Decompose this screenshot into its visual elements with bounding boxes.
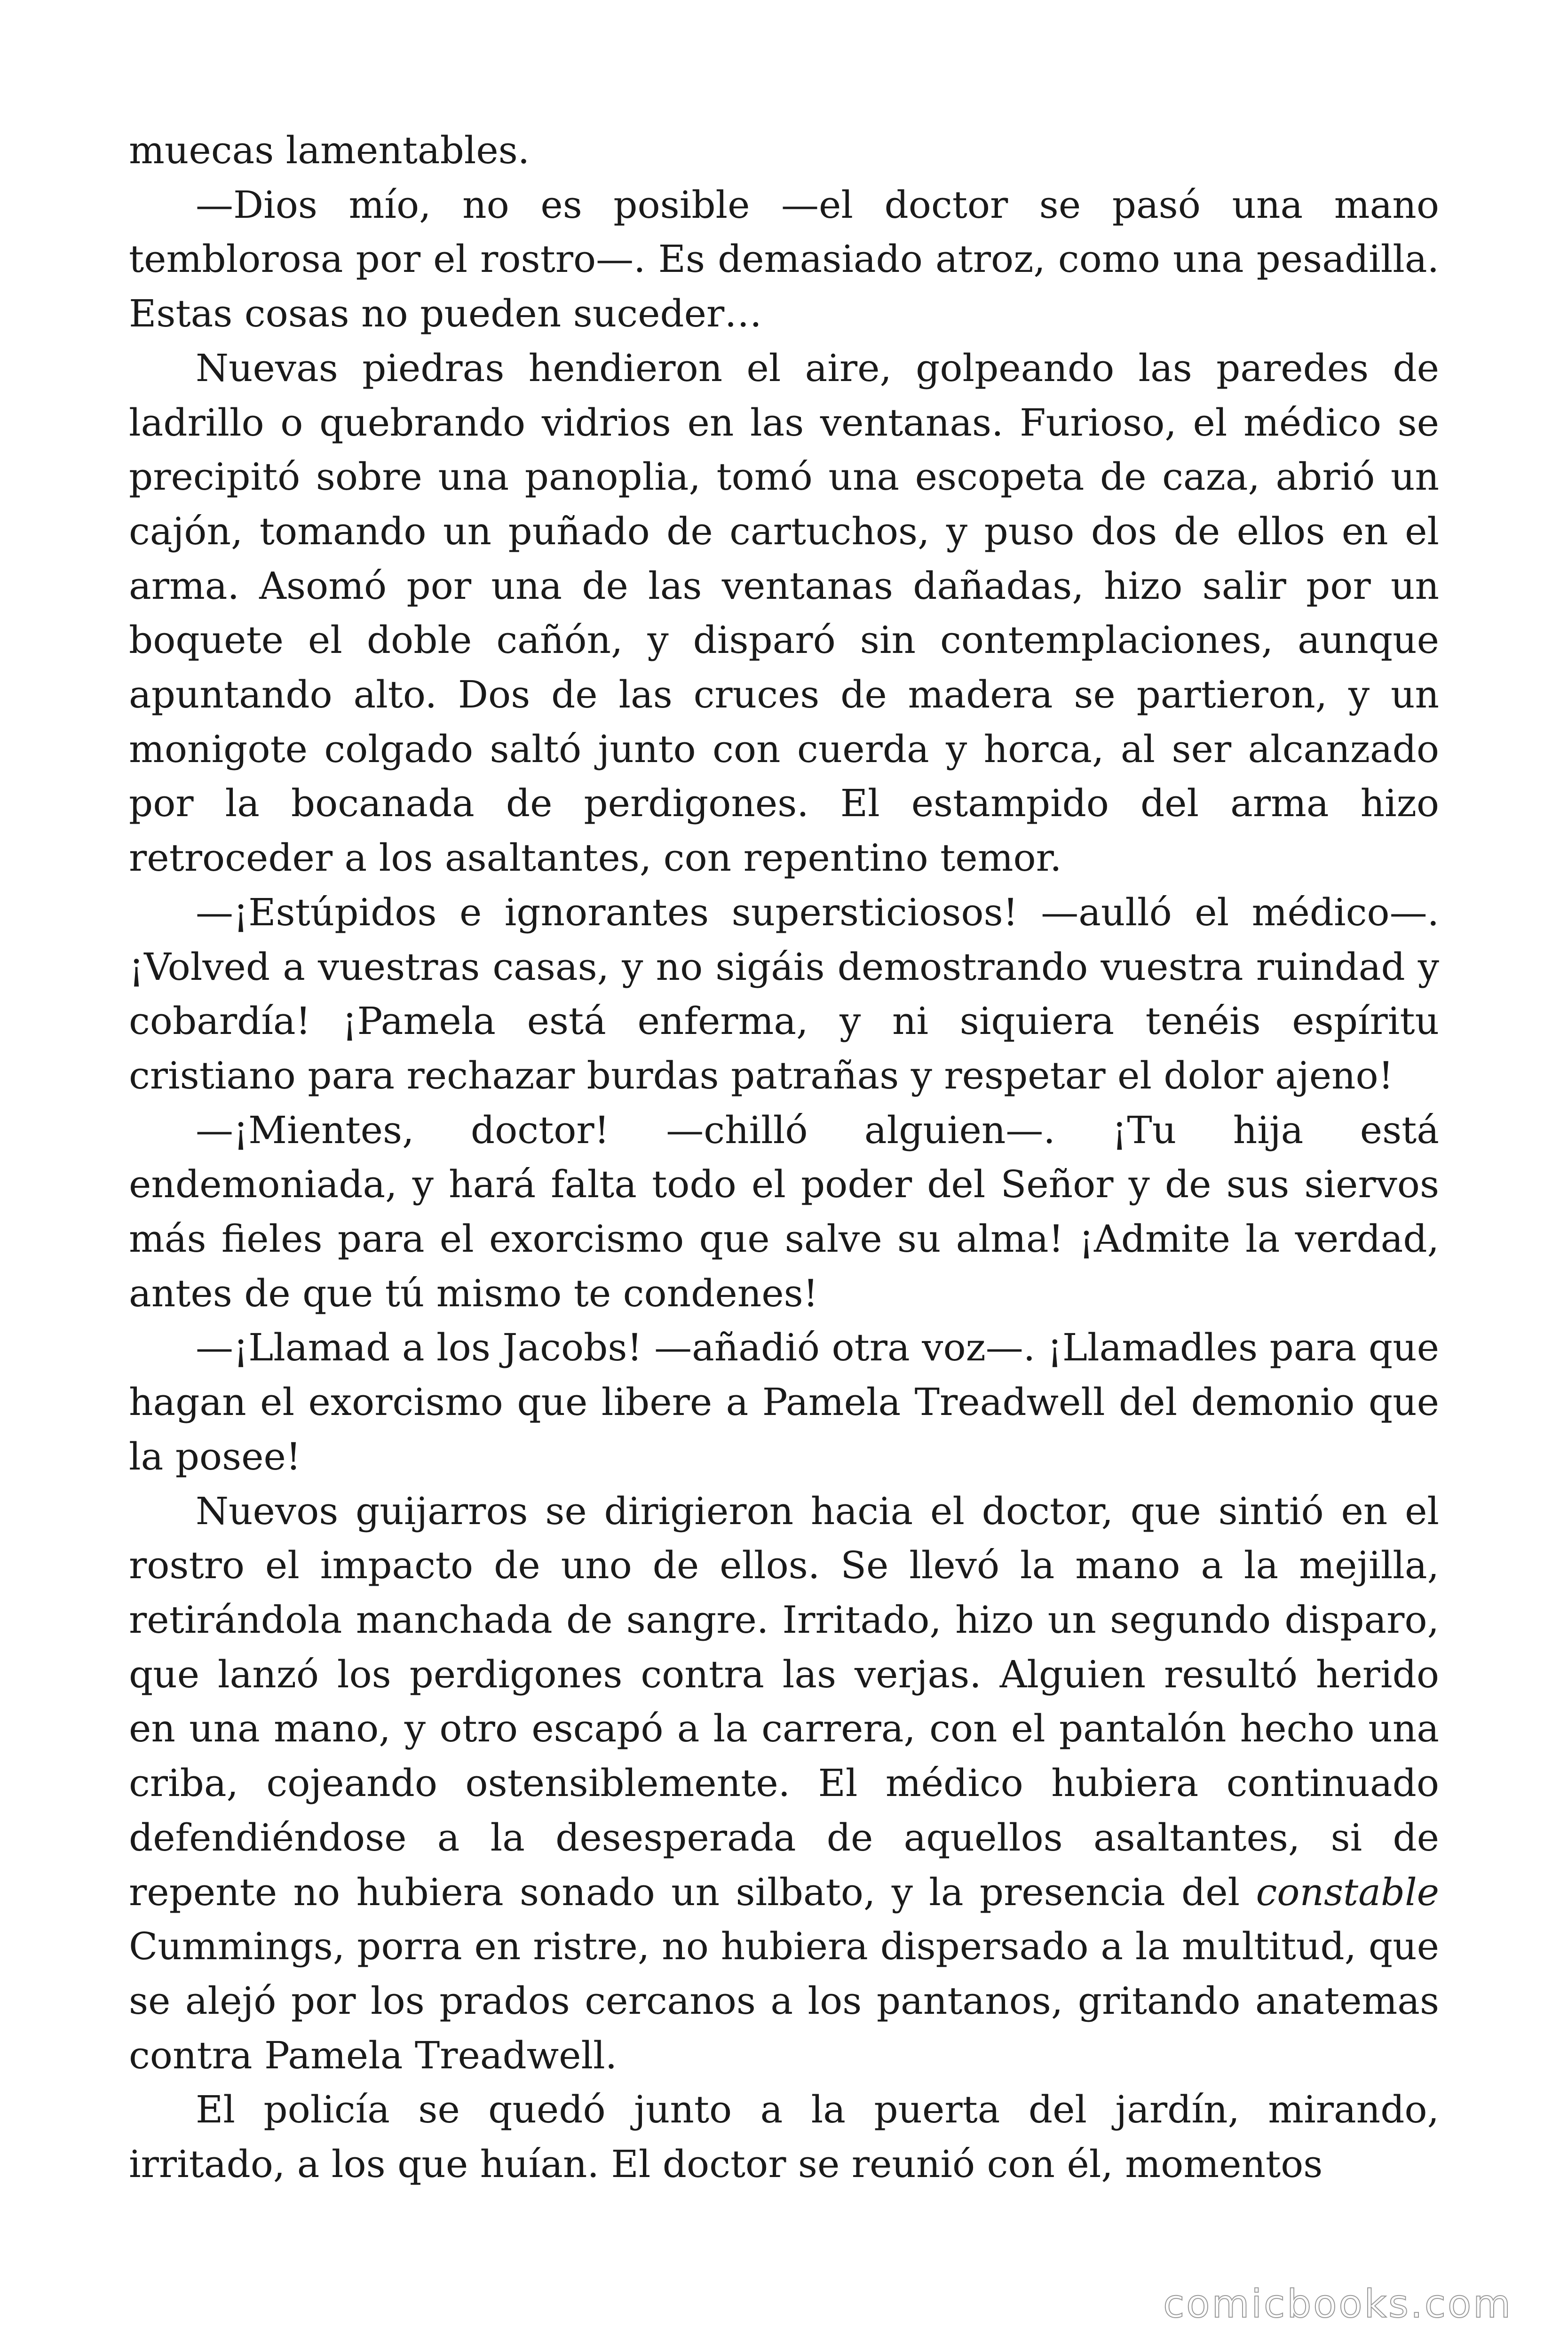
paragraph-8 <box>129 2082 1439 2191</box>
paragraph-2 <box>129 178 1439 341</box>
paragraph-text: —¡Mientes, doctor! —chilló alguien—. ¡Tu hija está endemoniada, y hará falta todo el poder del Señor y de sus siervos más fieles para el exorcismo que salve su alma! ¡Admite la verdad, antes de que tú mismo te condenes! <box>129 1108 1439 1315</box>
paragraph-text: —Dios mío, no es posible —el doctor se pasó una mano temblorosa por el rostro—. Es demasiado atroz, como una pesadilla. Estas cosas no pueden suceder… <box>129 183 1439 336</box>
paragraph-text: —¡Estúpidos e ignorantes supersticiosos! —aulló el médico—. ¡Volved a vuestras casas, y no sigáis demostrando vuestra ruindad y cobardía! ¡Pamela está enferma, y ni siquiera tenéis espíritu cristiano para rechazar burdas patrañas y respetar el dolor ajeno! <box>129 890 1439 1097</box>
paragraph-text: El policía se quedó junto a la puerta del jardín, mirando, irritado, a los que huían. El doctor se reunió con él, momentos <box>129 2088 1439 2186</box>
book-page <box>129 123 1439 2186</box>
paragraph-5 <box>129 1103 1439 1321</box>
paragraph-6 <box>129 1320 1439 1484</box>
paragraph-1 <box>129 123 1439 178</box>
paragraph-text: muecas lamentables. <box>129 128 530 172</box>
paragraph-text: Nuevas piedras hendieron el aire, golpeando las paredes de ladrillo o quebrando vidrios en las ventanas. Furioso, el médico se precipitó sobre una panoplia, tomó una escopeta de caza, abrió un cajón, tomando un puñado de cartuchos, y puso dos de ellos en el arma. Asomó por una de las ventanas dañadas, hizo salir por un boquete el doble cañón, y disparó sin contemplaciones, aunque apuntando alto. Dos de las cruces de madera se partieron, y un monigote colgado saltó junto con cuerda y horca, al ser alcanzado por la bocanada de perdigones. El estampido del arma hizo retroceder a los asaltantes, con repentino temor. <box>129 346 1439 880</box>
paragraph-3 <box>129 341 1439 885</box>
paragraph-text: Nuevos guijarros se dirigieron hacia el doctor, que sintió en el rostro el impacto de uno de ellos. Se llevó la mano a la mejilla, retirándola manchada de sangre. Irritado, hizo un segundo disparo, que lanzó los perdigones contra las verjas. Alguien resultó herido en una mano, y otro escapó a la carrera, con el pantalón hecho una criba, cojeando ostensiblemente. El médico hubiera continuado defendiéndose a la desesperada de aquellos asaltantes, si de repente no hubiera sonado un silbato, y la presencia del <box>129 1489 1439 1914</box>
watermark-text: comicbooks.com <box>1163 2282 1513 2327</box>
italic-term: constable <box>1256 1870 1439 1914</box>
paragraph-7 <box>129 1484 1439 2083</box>
paragraph-text: Cummings, porra en ristre, no hubiera dispersado a la multitud, que se alejó por los prados cercanos a los pantanos, gritando anatemas contra Pamela Treadwell. <box>129 1924 1439 2077</box>
paragraph-text: —¡Llamad a los Jacobs! —añadió otra voz—. ¡Llamadles para que hagan el exorcismo que libere a Pamela Treadwell del demonio que la posee! <box>129 1326 1439 1478</box>
paragraph-4 <box>129 885 1439 1103</box>
